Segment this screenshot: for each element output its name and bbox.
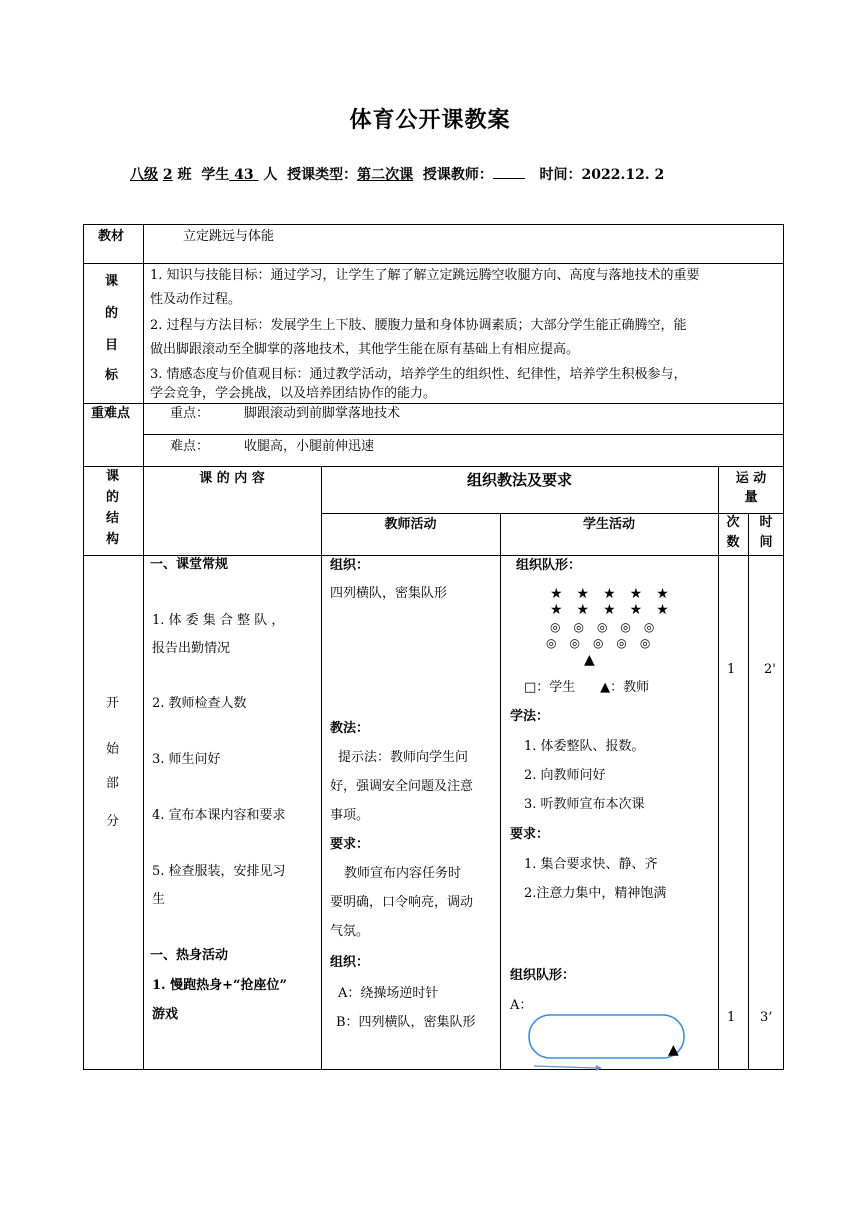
class-info-line — [130, 164, 664, 184]
student-formation2-label: 组织队形： — [510, 968, 576, 983]
time-label: 时间： — [539, 167, 582, 183]
class-label: 班 — [177, 167, 192, 183]
method-header: 组织教法及要求 — [466, 471, 572, 489]
part-label-3: 部 — [106, 776, 120, 791]
direction-arrow-head — [596, 1065, 602, 1071]
student-formation2-a: A： — [510, 998, 533, 1013]
teacher-req-label: 要求： — [330, 837, 370, 852]
routine-item-2: 2. 教师检查人数 — [152, 696, 247, 711]
goals-label-1: 课 — [105, 274, 119, 289]
count-header-1: 次 — [726, 515, 740, 530]
teacher-org2-label: 组织： — [330, 955, 370, 970]
goal-line-3: 2. 过程与方法目标：发展学生上下肢、腰腹力量和身体协调素质；大部分学生能正确腾空，能 — [150, 318, 687, 333]
routine-item-5a: 5. 检查服装，安排见习 — [152, 864, 286, 879]
count-value-2: 1 — [727, 1010, 736, 1025]
table-border-left — [83, 224, 84, 1069]
warmup-item-1b: 游戏 — [152, 1007, 179, 1022]
teacher-activity-header: 教师活动 — [384, 517, 437, 532]
lesson-type: 第二次课 — [357, 167, 414, 183]
count-header-2: 数 — [726, 535, 740, 550]
goal-line-4: 做出脚跟滚动至全脚掌的落地技术，其他学生能在原有基础上有相应提高。 — [150, 342, 580, 357]
routine-item-5b: 生 — [152, 892, 166, 907]
teacher-blank — [493, 166, 525, 179]
routine-title: 一、课堂常规 — [150, 557, 229, 572]
goals-label-3: 目 — [105, 338, 119, 353]
goal-line-6: 学会竞争，学会挑战，以及培养团结协作的能力。 — [150, 386, 437, 401]
warmup-title: 一、热身活动 — [150, 948, 229, 963]
student-row-stars-2: ★★★★★ — [550, 602, 683, 618]
people-label: 人 — [263, 167, 278, 183]
type-label: 授课类型： — [287, 167, 358, 183]
key-label: 重点： — [170, 406, 210, 421]
student-req-label: 要求： — [510, 827, 550, 842]
student-learn-2: 2. 向教师问好 — [524, 768, 606, 783]
student-activity-header: 学生活动 — [582, 517, 635, 532]
structure-label-1: 课 — [106, 469, 120, 484]
teacher-method-label: 教法： — [330, 721, 370, 736]
routine-item-1a: 1. 体 委 集 合 整 队 ， — [152, 613, 285, 628]
load-header-2: 量 — [744, 490, 758, 505]
class-number: 2 — [162, 167, 173, 183]
student-req-2: 2.注意力集中，精神饱满 — [524, 886, 667, 901]
routine-item-4: 4. 宣布本课内容和要求 — [152, 808, 286, 823]
teacher-triangle-icon: ▲ — [584, 652, 595, 668]
structure-label-4: 构 — [106, 532, 120, 547]
material-label: 教材 — [98, 229, 125, 244]
teacher-org-label: 组织： — [330, 558, 370, 573]
student-formation-label: 组织队形： — [516, 558, 582, 573]
structure-label-3: 结 — [106, 511, 120, 526]
time-value-2: 3’ — [760, 1010, 773, 1025]
student-row-circles-1: ◎◎◎◎◎ — [550, 620, 668, 634]
student-learn-1: 1. 体委整队、报数。 — [524, 739, 645, 754]
goal-line-5: 3. 情感态度与价值观目标：通过教学活动，培养学生的组织性、纪律性，培养学生积极参与， — [150, 367, 687, 382]
student-learn-label: 学法： — [510, 709, 550, 724]
page-title: 体育公开课教案 — [349, 107, 511, 133]
difficulty-value: 收腿高，小腿前伸迅速 — [244, 439, 375, 454]
table-border-right — [783, 224, 784, 1069]
student-req-1: 1. 集合要求快、静、齐 — [524, 857, 658, 872]
teacher-method-1: 提示法：教师向学生问 — [338, 750, 469, 765]
students-label: 学生 — [201, 167, 230, 183]
goals-label-4: 标 — [105, 368, 119, 383]
student-learn-3: 3. 听教师宣布本次课 — [524, 797, 645, 812]
difficulty-label: 难点： — [170, 439, 210, 454]
lesson-date: 2022.12. 2 — [581, 167, 665, 183]
material-value: 立定跳远与体能 — [183, 229, 275, 244]
time-header-2: 间 — [759, 535, 773, 550]
direction-arrow — [534, 1066, 596, 1068]
time-header-1: 时 — [759, 515, 773, 530]
teacher-req-3: 气氛。 — [330, 924, 370, 939]
key-points-label: 重难点 — [91, 406, 131, 421]
teacher-label: 授课教师： — [422, 167, 493, 183]
load-header: 运 动 — [735, 471, 767, 486]
goal-line-1: 1. 知识与技能目标：通过学习，让学生了解了解立定跳远腾空收腿方向、高度与落地技术的重要 — [150, 268, 700, 283]
content-header: 课 的 内 容 — [199, 471, 265, 486]
teacher-triangle-icon-2: ▲ — [668, 1042, 679, 1058]
warmup-item-1a: 1. 慢跑热身+“抢座位” — [152, 978, 287, 993]
track-oval — [529, 1015, 684, 1058]
teacher-method-3: 事项。 — [330, 808, 370, 823]
teacher-req-1: 教师宣布内容任务时 — [344, 866, 462, 881]
part-label-4: 分 — [106, 814, 120, 829]
routine-item-3: 3. 师生问好 — [152, 752, 221, 767]
teacher-org2-b: B：四列横队，密集队形 — [336, 1015, 476, 1030]
routine-item-1b: 报告出勤情况 — [152, 641, 231, 656]
student-row-circles-2: ◎◎◎◎◎ — [546, 636, 664, 650]
teacher-method-2: 好，强调安全问题及注意 — [330, 779, 474, 794]
goals-label-2: 的 — [105, 306, 119, 321]
formation-legend: □：学生 ▲：教师 — [524, 680, 650, 695]
time-value-1: 2' — [764, 662, 776, 677]
teacher-org2-a: A：绕操场逆时针 — [338, 986, 439, 1001]
grade: 八级 — [130, 167, 158, 183]
student-row-stars-1: ★★★★★ — [550, 586, 683, 602]
teacher-org: 四列横队，密集队形 — [330, 586, 448, 601]
key-value: 脚跟滚动到前脚掌落地技术 — [244, 406, 401, 421]
teacher-req-2: 要明确，口令响亮，调动 — [330, 895, 474, 910]
goal-line-2: 性及动作过程。 — [150, 292, 242, 307]
part-label-1: 开 — [106, 696, 120, 711]
count-value-1: 1 — [727, 662, 736, 677]
part-label-2: 始 — [106, 742, 120, 757]
students-count: 43 — [234, 167, 254, 183]
structure-label-2: 的 — [106, 490, 120, 505]
